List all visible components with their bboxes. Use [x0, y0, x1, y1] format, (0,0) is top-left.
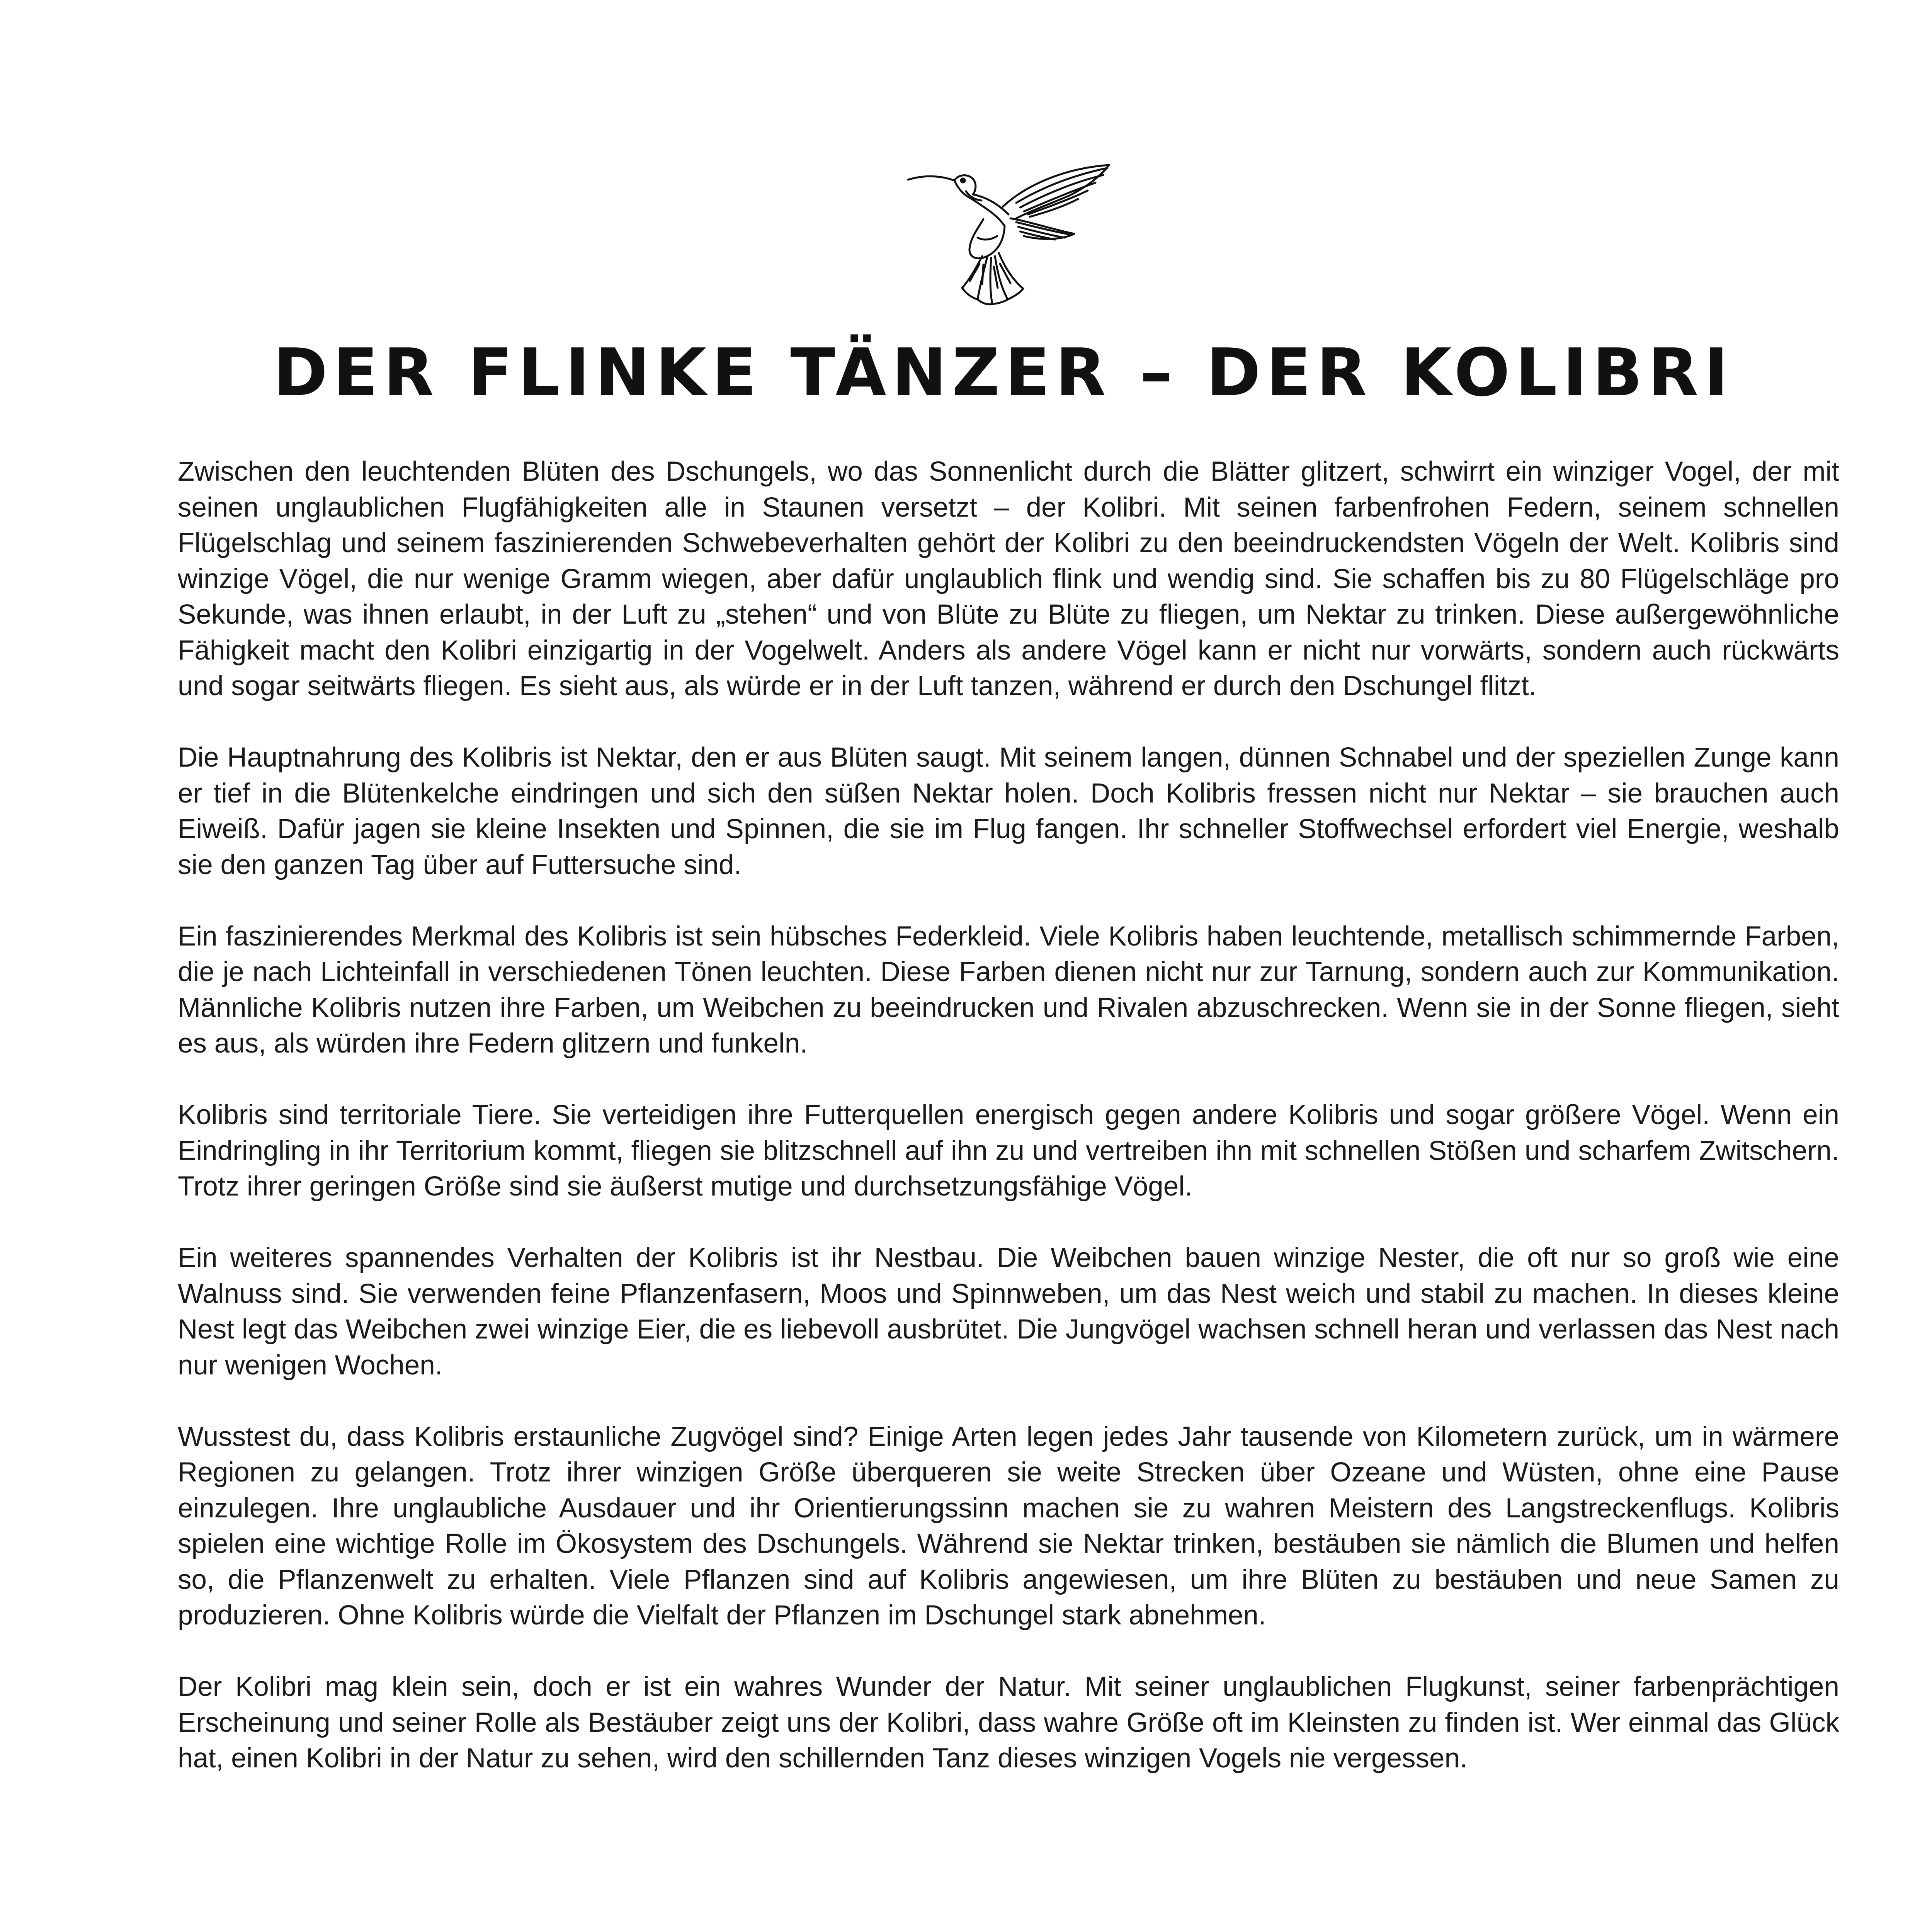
- article-body: [178, 454, 1839, 1812]
- paragraph: Zwischen den leuchtenden Blüten des Dschungels, wo das Sonnenlicht durch die Blätter glitzert, schwirrt ein winziger Vogel, der mit seinen unglaublichen Flugfähigkeiten alle in Staunen versetzt – der Kolibri. Mit seinen farbenfrohen Federn, seinem schnellen Flügelschlag und seinem faszinierenden Schwebeverhalten gehört der Kolibri zu den beeindruckendsten Vögeln der Welt. Kolibris sind winzige Vögel, die nur wenige Gramm wiegen, aber dafür unglaublich flink und wendig sind. Sie schaffen bis zu 80 Flügelschläge pro Sekunde, was ihnen erlaubt, in der Luft zu „stehen“ und von Blüte zu Blüte zu fliegen, um Nektar zu trinken. Diese außergewöhnliche Fähigkeit macht den Kolibri einzigartig in der Vogelwelt. Anders als andere Vögel kann er nicht nur vorwärts, sondern auch rückwärts und sogar seitwärts fliegen. Es sieht aus, als würde er in der Luft tanzen, während er durch den Dschungel flitzt.: [178, 456, 1839, 701]
- paragraph: Der Kolibri mag klein sein, doch er ist ein wahres Wunder der Natur. Mit seiner unglaublichen Flugkunst, seiner farbenprächtigen Erscheinung und seiner Rolle als Bestäuber zeigt uns der Kolibri, dass wahre Größe oft im Kleinsten zu finden ist. Wer einmal das Glück hat, einen Kolibri in der Natur zu sehen, wird den schillernden Tanz dieses winzigen Vogels nie vergessen.: [178, 1672, 1839, 1774]
- paragraph: Ein weiteres spannendes Verhalten der Kolibris ist ihr Nestbau. Die Weibchen bauen winzige Nester, die oft nur so groß wie eine Walnuss sind. Sie verwenden feine Pflanzenfasern, Moos und Spinnweben, um das Nest weich und stabil zu machen. In dieses kleine Nest legt das Weibchen zwei winzige Eier, die es liebevoll ausbrütet. Die Jungvögel wachsen schnell heran und verlassen das Nest nach nur wenigen Wochen.: [178, 1243, 1839, 1381]
- page-title: DER FLINKE TÄNZER – DER KOLIBRI: [273, 335, 1734, 411]
- paragraph: Ein faszinierendes Merkmal des Kolibris ist sein hübsches Federkleid. Viele Kolibris haben leuchtende, metallisch schimmernde Farben, die je nach Lichteinfall in verschiedenen Tönen leuchten. Diese Farben dienen nicht nur zur Tarnung, sondern auch zur Kommunikation. Männliche Kolibris nutzen ihre Farben, um Weibchen zu beeindrucken und Rivalen abzuschrecken. Wenn sie in der Sonne fliegen, sieht es aus, als würden ihre Federn glitzern und funkeln.: [178, 921, 1839, 1059]
- paragraph: Kolibris sind territoriale Tiere. Sie verteidigen ihre Futterquellen energisch gegen andere Kolibris und sogar größere Vögel. Wenn ein Eindringling in ihr Territorium kommt, fliegen sie blitzschnell auf ihn zu und vertreiben ihn mit schnellen Stößen und scharfem Zwitschern. Trotz ihrer geringen Größe sind sie äußerst mutige und durchsetzungsfähige Vögel.: [178, 1100, 1839, 1202]
- hummingbird-icon: [900, 160, 1117, 307]
- paragraph: Wusstest du, dass Kolibris erstaunliche Zugvögel sind? Einige Arten legen jedes Jahr tausende von Kilometern zurück, um in wärmere Regionen zu gelangen. Trotz ihrer winzigen Größe überqueren sie weite Strecken über Ozeane und Wüsten, ohne eine Pause einzulegen. Ihre unglaubliche Ausdauer und ihr Orientierungssinn machen sie zu wahren Meistern des Langstreckenflugs. Kolibris spielen eine wichtige Rolle im Ökosystem des Dschungels. Während sie Nektar trinken, bestäuben sie nämlich die Blumen und helfen so, die Pflanzenwelt zu erhalten. Viele Pflanzen sind auf Kolibris angewiesen, um ihre Blüten zu bestäuben und neue Samen zu produzieren. Ohne Kolibris würde die Vielfalt der Pflanzen im Dschungel stark abnehmen.: [178, 1421, 1839, 1631]
- paragraph: Die Hauptnahrung des Kolibris ist Nektar, den er aus Blüten saugt. Mit seinem langen, dünnen Schnabel und der speziellen Zunge kann er tief in die Blütenkelche eindringen und sich den süßen Nektar holen. Doch Kolibris fressen nicht nur Nektar – sie brauchen auch Eiweiß. Dafür jagen sie kleine Insekten und Spinnen, die sie im Flug fangen. Ihr schneller Stoffwechsel erfordert viel Energie, weshalb sie den ganzen Tag über auf Futtersuche sind.: [178, 742, 1839, 880]
